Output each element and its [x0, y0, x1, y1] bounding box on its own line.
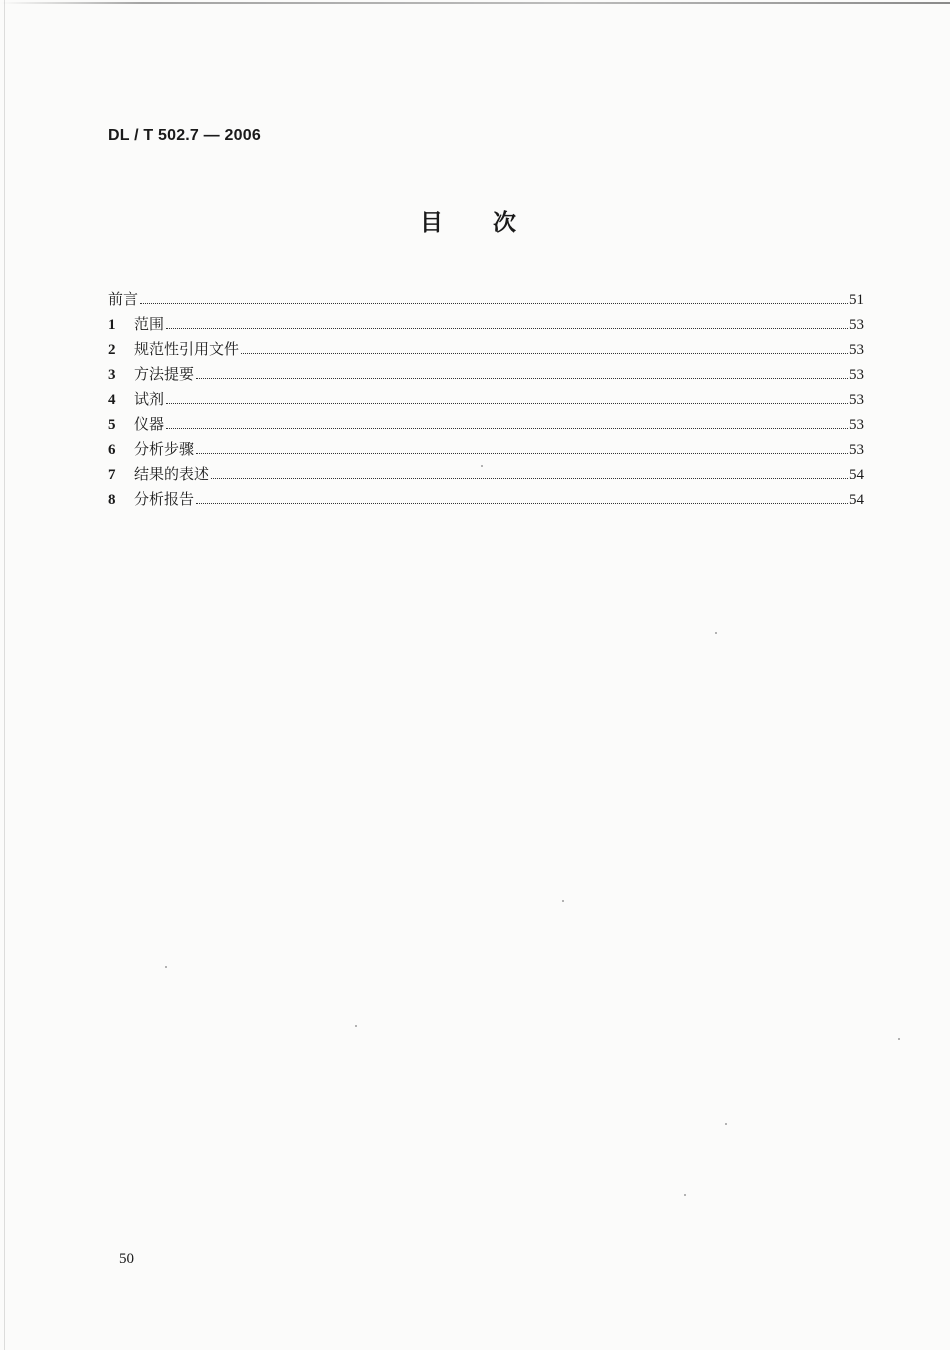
scan-speck	[715, 632, 717, 634]
page-number: 50	[119, 1251, 134, 1267]
toc-entry-number: 7	[108, 467, 116, 483]
toc-entry-page: 51	[849, 292, 864, 308]
toc-entry-label: 规范性引用文件	[134, 340, 240, 358]
toc-entry-number: 5	[108, 417, 116, 433]
toc-entry-method-summary[interactable]	[108, 362, 864, 387]
toc-entry-label: 仪器	[134, 415, 165, 433]
scan-speck	[562, 900, 564, 902]
toc-entry-normative-references[interactable]	[108, 337, 864, 362]
toc-leader-dots	[196, 377, 848, 379]
toc-leader-dots	[166, 327, 848, 329]
toc-leader-dots	[196, 502, 848, 504]
toc-entry-label: 范围	[134, 315, 165, 333]
toc-title: 目次	[420, 210, 566, 236]
toc-entry-label: 前言	[108, 290, 139, 308]
toc-entry-page: 54	[849, 492, 864, 508]
toc-entry-label: 结果的表述	[134, 465, 210, 483]
toc-leader-dots	[241, 352, 848, 354]
toc-entry-number: 8	[108, 492, 116, 508]
toc-entry-label: 方法提要	[134, 365, 195, 383]
toc-entry-analysis-report[interactable]	[108, 487, 864, 512]
toc-leader-dots	[211, 477, 848, 479]
toc-entry-reagents[interactable]	[108, 387, 864, 412]
toc-entry-number: 2	[108, 342, 116, 358]
toc-entry-page: 54	[849, 467, 864, 483]
toc-entry-expression-of-results[interactable]	[108, 462, 864, 487]
toc-entry-label: 试剂	[134, 390, 165, 408]
toc-entry-number: 6	[108, 442, 116, 458]
scan-speck	[725, 1123, 727, 1125]
toc-entry-page: 53	[849, 392, 864, 408]
toc-entry-label: 分析步骤	[134, 440, 195, 458]
toc-leader-dots	[166, 427, 848, 429]
toc-entry-analysis-steps[interactable]	[108, 437, 864, 462]
scan-speck	[165, 966, 167, 968]
toc-entry-scope[interactable]	[108, 312, 864, 337]
scan-left-edge	[4, 0, 5, 1350]
toc-entry-number: 1	[108, 317, 116, 333]
scan-speck	[684, 1194, 686, 1196]
toc-entry-label: 分析报告	[134, 490, 195, 508]
toc-entry-page: 53	[849, 342, 864, 358]
toc-entry-page: 53	[849, 442, 864, 458]
scan-speck	[481, 465, 483, 467]
table-of-contents	[108, 287, 864, 512]
toc-entry-instruments[interactable]	[108, 412, 864, 437]
toc-entry-number: 4	[108, 392, 116, 408]
scan-speck	[355, 1025, 357, 1027]
toc-entry-page: 53	[849, 367, 864, 383]
toc-entry-foreword[interactable]	[108, 287, 864, 312]
toc-leader-dots	[140, 302, 848, 304]
toc-entry-number: 3	[108, 367, 116, 383]
document-code: DL / T 502.7 — 2006	[108, 127, 261, 144]
scan-speck	[898, 1038, 900, 1040]
scan-top-edge	[0, 2, 950, 4]
toc-leader-dots	[166, 402, 848, 404]
toc-leader-dots	[196, 452, 848, 454]
toc-entry-page: 53	[849, 317, 864, 333]
toc-entry-page: 53	[849, 417, 864, 433]
